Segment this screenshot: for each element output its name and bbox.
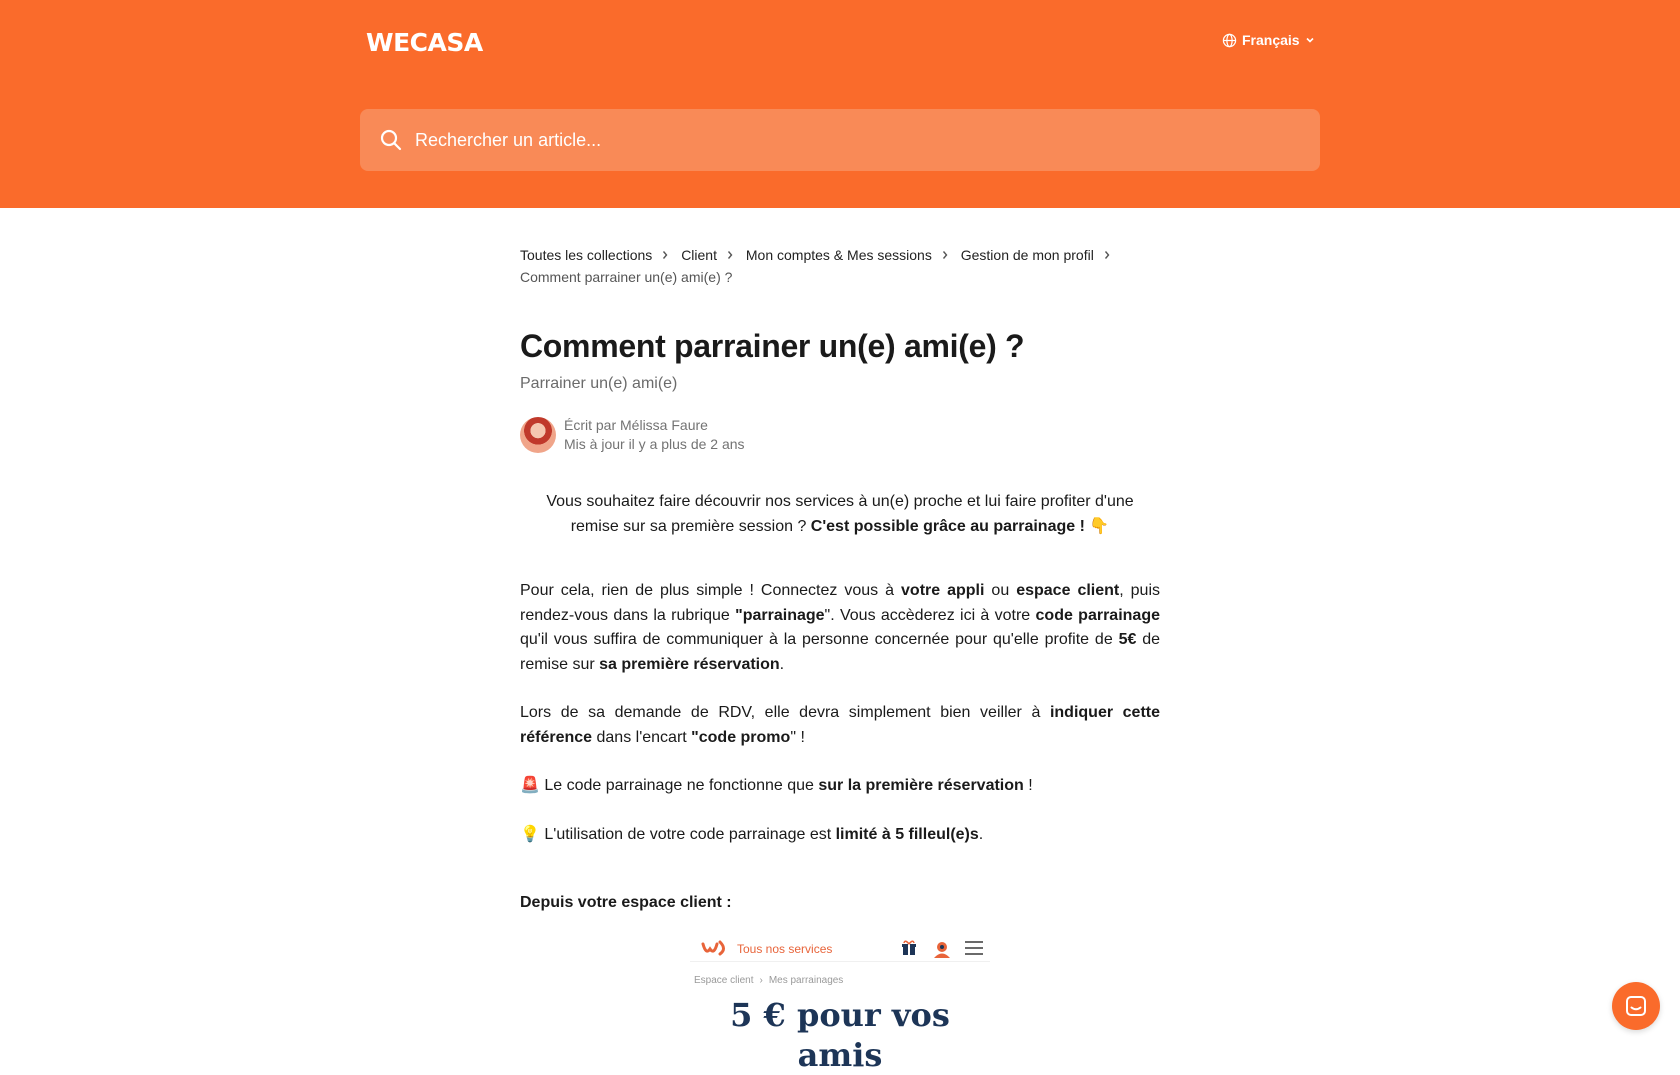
chat-icon: [1625, 995, 1647, 1017]
article-body: [520, 490, 1160, 916]
breadcrumb-current: Comment parrainer un(e) ami(e) ?: [520, 269, 733, 285]
chat-launcher-button[interactable]: [1612, 982, 1660, 1030]
breadcrumb-link-comptes[interactable]: Mon comptes & Mes sessions: [745, 247, 932, 263]
lightbulb-emoji: 💡: [520, 825, 540, 843]
chevron-right-icon: [661, 250, 669, 260]
header: [0, 0, 1680, 208]
wecasa-w-logo-icon: [700, 939, 730, 957]
language-selector[interactable]: [1222, 32, 1315, 48]
avatar: [520, 417, 556, 453]
search-icon: [379, 128, 403, 152]
section-heading: Depuis votre espace client :: [520, 894, 732, 911]
intro-paragraph: Vous souhaitez faire découvrir nos services à un(e) proche et lui faire profiter d'une remise sur sa première session ? C'est possible grâce au parrainage ! 👇: [546, 493, 1134, 535]
author-line: Écrit par Mélissa Faure: [564, 417, 708, 433]
updated-line: Mis à jour il y a plus de 2 ans: [564, 436, 745, 452]
author-block: [520, 416, 745, 454]
breadcrumb-link-collections[interactable]: Toutes les collections: [520, 247, 653, 263]
chevron-right-icon: [726, 250, 734, 260]
wecasa-logo[interactable]: WECASA: [366, 28, 483, 57]
chevron-down-icon: [1305, 35, 1315, 45]
chevron-right-icon: [1103, 250, 1111, 260]
article-title: Comment parrainer un(e) ami(e) ?: [520, 328, 1025, 364]
language-label: Français: [1242, 32, 1300, 48]
article-screenshot: [690, 932, 990, 1074]
paragraph-promo-code: Lors de sa demande de RDV, elle devra simplement bien veiller à indiquer cette référence dans l'encart "code promo" !: [520, 704, 1161, 746]
screenshot-navbar: [690, 932, 990, 962]
gift-icon: [900, 939, 918, 957]
profile-icon: [932, 939, 952, 959]
article-subtitle: Parrainer un(e) ami(e): [520, 375, 678, 392]
paragraph-tip: 💡 L'utilisation de votre code parrainage est limité à 5 filleul(e)s.: [520, 825, 984, 843]
menu-icon: [964, 939, 984, 957]
breadcrumb-item[interactable]: [746, 244, 949, 266]
breadcrumb-link-client[interactable]: Client: [681, 247, 717, 263]
breadcrumb-item[interactable]: [681, 244, 734, 266]
breadcrumb-link-profil[interactable]: Gestion de mon profil: [960, 247, 1094, 263]
search-input[interactable]: [415, 130, 1295, 151]
search-bar[interactable]: [360, 109, 1320, 171]
screenshot-breadcrumb: Espace client › Mes parrainages: [694, 975, 844, 986]
screenshot-services-label: Tous nos services: [737, 942, 833, 956]
chevron-right-icon: [941, 250, 949, 260]
breadcrumb-item[interactable]: [961, 244, 1111, 266]
paragraph-referral-steps: Pour cela, rien de plus simple ! Connectez vous à votre appli ou espace client, puis rendez-vous dans la rubrique "parrainage". Vous accèderez ici à votre code parrainage qu'il vous suffira de communiquer à la personne concernée pour qu'elle profite de 5€ de remise sur sa première réservation.: [520, 582, 1161, 673]
breadcrumb: [520, 244, 1140, 288]
breadcrumb-item[interactable]: [520, 244, 669, 266]
siren-emoji: 🚨: [520, 777, 540, 794]
paragraph-warning: 🚨 Le code parrainage ne fonctionne que sur la première réservation !: [520, 777, 1033, 794]
pointing-down-emoji: 👇: [1089, 517, 1110, 535]
globe-icon: [1222, 33, 1237, 48]
screenshot-hero-title: 5 € pour vos amis: [730, 996, 950, 1074]
